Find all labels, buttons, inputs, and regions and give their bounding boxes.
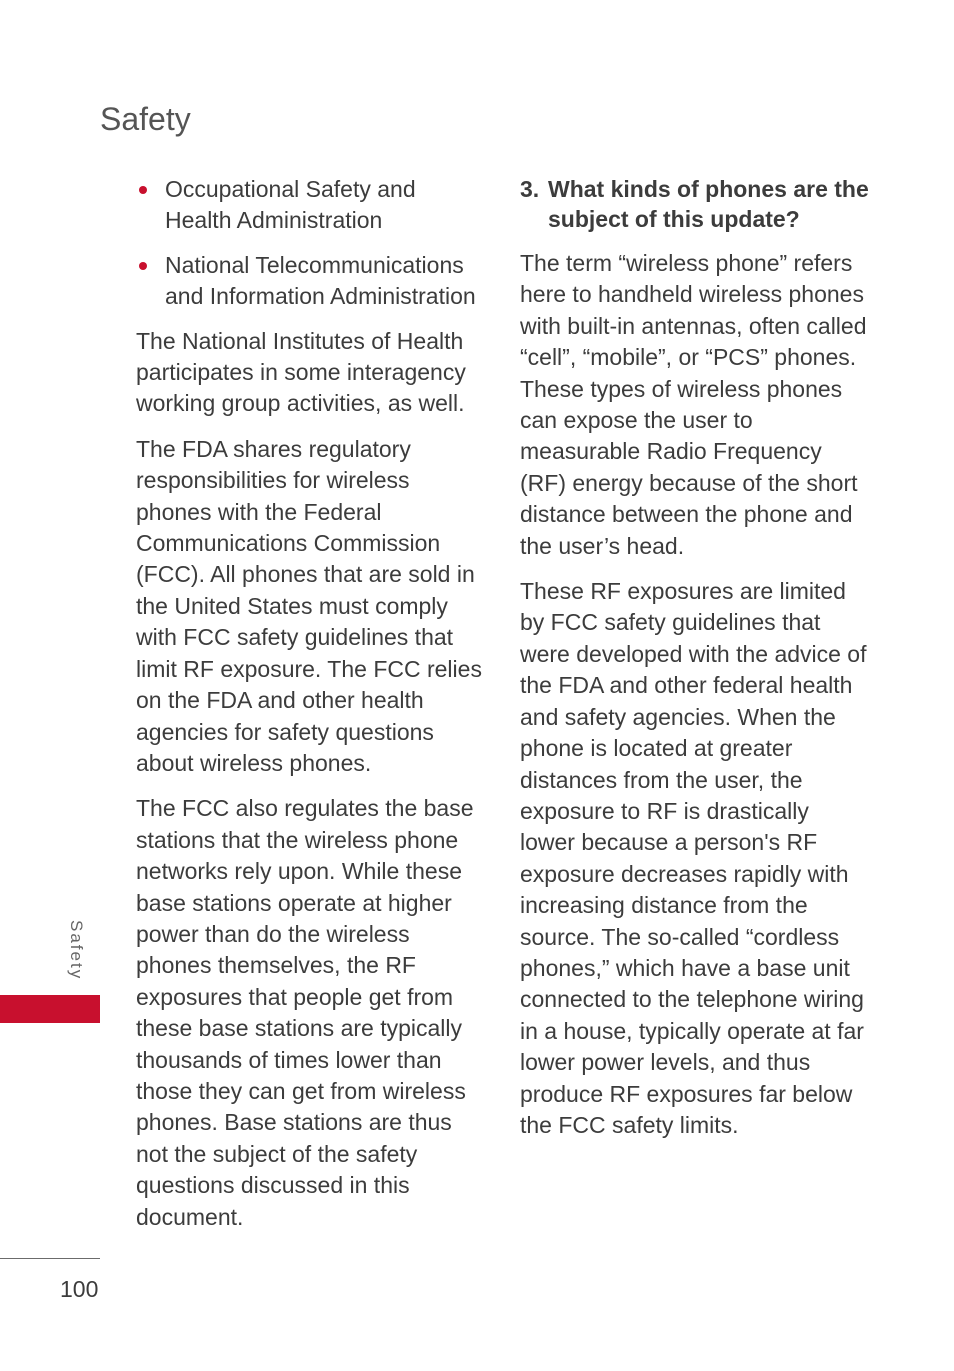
page-number: 100 xyxy=(60,1276,99,1302)
question-text: What kinds of phones are the subject of this update? xyxy=(548,176,869,232)
question-heading xyxy=(520,174,870,234)
body-paragraph: The FCC also regulates the base stations that the wireless phone networks rely upon. While these base stations operate at higher power than do the wireless phones themselves, the RF exposures that people get from these base stations are typically thousands of times lower than those they can get from wireless phones. Base stations are thus not the subject of the safety questions discussed in this document. xyxy=(136,795,474,1230)
list-item xyxy=(136,250,486,313)
question-number: 3. xyxy=(520,176,540,202)
footer-divider xyxy=(0,1258,100,1259)
body-paragraph: The National Institutes of Health participates in some interagency working group activities, as well. xyxy=(136,327,466,417)
right-column xyxy=(520,174,870,1155)
list-item-text: National Telecommunications and Information Administration xyxy=(165,251,476,310)
body-paragraph: These RF exposures are limited by FCC safety guidelines that were developed with the advice of the FDA and other federal health and safety agencies. When the phone is located at greater distances from the user, the exposure to RF is drastically lower because a person's RF exposure decreases rapidly with increasing distance from the source. The so-called “cordless phones,” which have a base unit connected to the telephone wiring in a house, typically operate at far lower power levels, and thus produce RF exposures far below the FCC safety limits. xyxy=(520,578,867,1138)
body-paragraph: The term “wireless phone” refers here to handheld wireless phones with built-in antennas, often called “cell”, “mobile”, or “PCS” phones. These types of wireless phones can expose the user to measurable Radio Frequency (RF) energy because of the short distance between the phone and the user’s head. xyxy=(520,250,867,559)
section-tab-marker xyxy=(0,995,100,1023)
bullet-icon xyxy=(139,262,147,270)
agency-bullet-list xyxy=(136,174,486,313)
list-item-text: Occupational Safety and Health Administration xyxy=(165,176,416,234)
body-paragraph: The FDA shares regulatory responsibilities for wireless phones with the Federal Communications Commission (FCC). All phones that are sold in the United States must comply with FCC safety guidelines that limit RF exposure. The FCC relies on the FDA and other health agencies for safety questions about wireless phones. xyxy=(136,435,482,776)
section-side-label: Safety xyxy=(67,920,86,981)
left-column xyxy=(136,174,486,1247)
bullet-icon xyxy=(139,186,147,194)
list-item xyxy=(136,174,486,237)
page-title: Safety xyxy=(100,101,191,138)
